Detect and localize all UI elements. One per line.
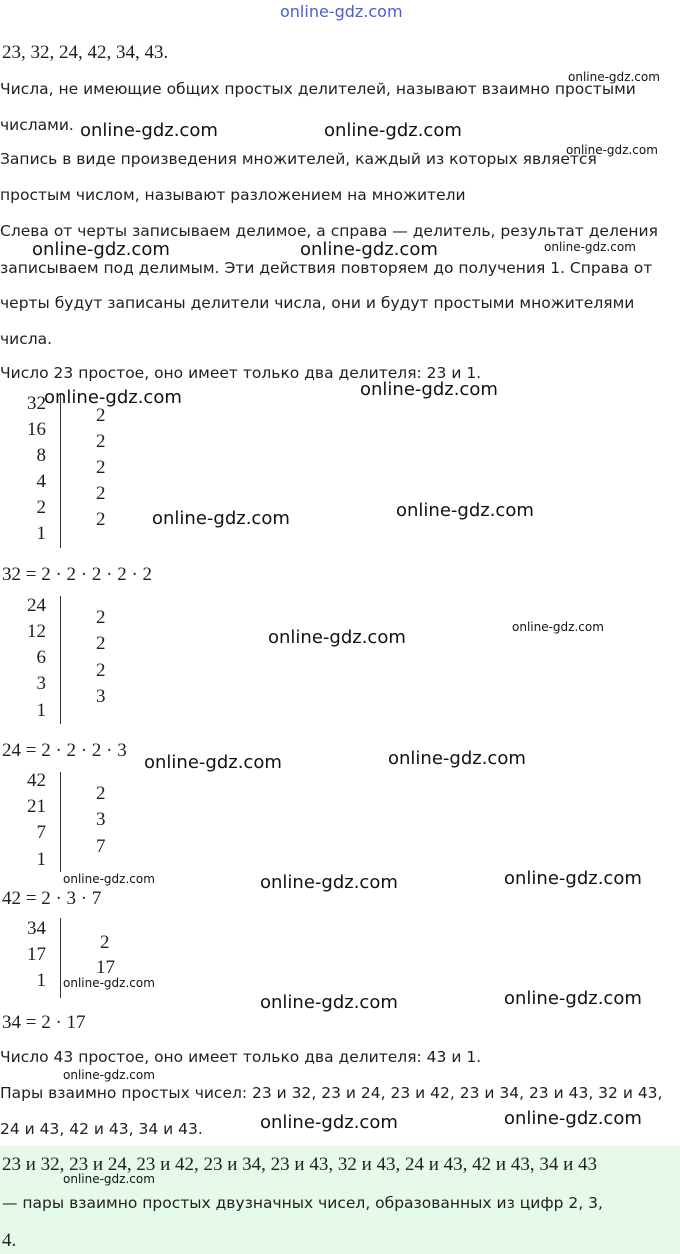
watermark-text: online-gdz.com — [504, 1108, 642, 1129]
division-bar — [60, 918, 61, 998]
watermark-text: online-gdz.com — [504, 868, 642, 889]
watermark-text: online-gdz.com — [566, 143, 658, 157]
dividend: 7 — [36, 822, 46, 843]
dividend: 42 — [27, 770, 46, 791]
watermark-text: online-gdz.com — [504, 988, 642, 1009]
watermark-text: online-gdz.com — [396, 500, 534, 521]
watermark-text: online-gdz.com — [260, 872, 398, 893]
dividend: 1 — [36, 970, 46, 991]
watermark-text: online-gdz.com — [63, 1068, 155, 1082]
factorization-result: 34 = 2 · 17 — [2, 1012, 86, 1033]
watermark-text: online-gdz.com — [152, 508, 290, 529]
watermark-text: online-gdz.com — [568, 70, 660, 84]
site-header-link[interactable]: online-gdz.com — [280, 2, 403, 21]
answer-box — [0, 1146, 680, 1254]
def-coprime-line-2: числами. — [0, 116, 74, 134]
divisor: 2 — [96, 633, 106, 654]
method-line-4: числа. — [0, 330, 53, 348]
dividend: 1 — [36, 849, 46, 870]
watermark-text: online-gdz.com — [300, 239, 438, 260]
prime-43-text: Число 43 простое, оно имеет только два делителя: 43 и 1. — [0, 1048, 482, 1066]
dividend: 34 — [27, 918, 46, 939]
answer-line-1: 23 и 32, 23 и 24, 23 и 42, 23 и 34, 23 и 43, 32 и 43, 24 и 43, 42 и 43, 34 и 43 — [2, 1154, 598, 1175]
watermark-text: online-gdz.com — [260, 1112, 398, 1133]
method-line-1: Слева от черты записываем делимое, а справа — делитель, результат деления — [0, 222, 658, 240]
division-bar — [60, 394, 61, 548]
watermark-text: online-gdz.com — [80, 120, 218, 141]
watermark-text: online-gdz.com — [544, 240, 636, 254]
dividend: 16 — [27, 419, 46, 440]
dividend: 8 — [36, 445, 46, 466]
dividend: 4 — [36, 471, 46, 492]
def-factorization-line-1: Запись в виде произведения множителей, каждый из которых является — [0, 150, 597, 168]
factorization-result: 24 = 2 · 2 · 2 · 3 — [2, 740, 127, 761]
method-line-3: черты будут записаны делители числа, они и будут простыми множителями — [0, 294, 635, 312]
factorization-result: 32 = 2 · 2 · 2 · 2 · 2 — [2, 564, 153, 585]
watermark-text: online-gdz.com — [32, 239, 170, 260]
divisor: 2 — [96, 783, 106, 804]
factorization-result: 42 = 2 · 3 · 7 — [2, 888, 102, 909]
watermark-text: online-gdz.com — [144, 752, 282, 773]
method-line-2: записываем под делимым. Эти действия повторяем до получения 1. Справа от — [0, 259, 653, 277]
divisor: 2 — [96, 483, 106, 504]
dividend: 12 — [27, 621, 46, 642]
divisor: 17 — [96, 957, 115, 978]
divisor: 7 — [96, 836, 106, 857]
def-factorization-line-2: простым числом, называют разложением на множители — [0, 186, 466, 204]
watermark-text: online-gdz.com — [360, 379, 498, 400]
dividend: 32 — [27, 393, 46, 414]
divisor: 2 — [96, 431, 106, 452]
watermark-text: online-gdz.com — [260, 992, 398, 1013]
dividend: 21 — [27, 796, 46, 817]
pairs-line-1: Пары взаимно простых чисел: 23 и 32, 23 и 24, 23 и 42, 23 и 34, 23 и 43, 32 и 43, — [0, 1084, 663, 1102]
watermark-text: online-gdz.com — [268, 627, 406, 648]
dividend: 6 — [36, 647, 46, 668]
divisor: 3 — [96, 686, 106, 707]
dividend: 2 — [36, 497, 46, 518]
watermark-text: online-gdz.com — [512, 620, 604, 634]
watermark-text: online-gdz.com — [44, 387, 182, 408]
pairs-line-2: 24 и 43, 42 и 43, 34 и 43. — [0, 1120, 203, 1138]
divisor: 2 — [96, 660, 106, 681]
prime-23-text: Число 23 простое, оно имеет только два делителя: 23 и 1. — [0, 364, 482, 382]
divisor: 2 — [100, 932, 110, 953]
dividend: 17 — [27, 944, 46, 965]
divisor: 2 — [96, 405, 106, 426]
dividend: 1 — [36, 523, 46, 544]
divisor: 3 — [96, 809, 106, 830]
def-coprime-line-1: Числа, не имеющие общих простых делителей, называют взаимно простыми — [0, 80, 636, 98]
watermark-text: online-gdz.com — [63, 976, 155, 990]
divisor: 2 — [96, 509, 106, 530]
division-bar — [60, 772, 61, 872]
watermark-text: online-gdz.com — [388, 748, 526, 769]
watermark-text: online-gdz.com — [324, 120, 462, 141]
dividend: 1 — [36, 700, 46, 721]
divisor: 2 — [96, 457, 106, 478]
watermark-text: online-gdz.com — [63, 872, 155, 886]
divisor: 2 — [96, 607, 106, 628]
division-bar — [60, 596, 61, 724]
watermark-text: online-gdz.com — [63, 1172, 155, 1186]
dividend: 24 — [27, 595, 46, 616]
answer-line-3: 4. — [2, 1230, 17, 1251]
answer-line-2: — пары взаимно простых двузначных чисел, образованных из цифр 2, 3, — [2, 1194, 603, 1212]
numbers-line: 23, 32, 24, 42, 34, 43. — [2, 42, 169, 63]
dividend: 3 — [36, 673, 46, 694]
